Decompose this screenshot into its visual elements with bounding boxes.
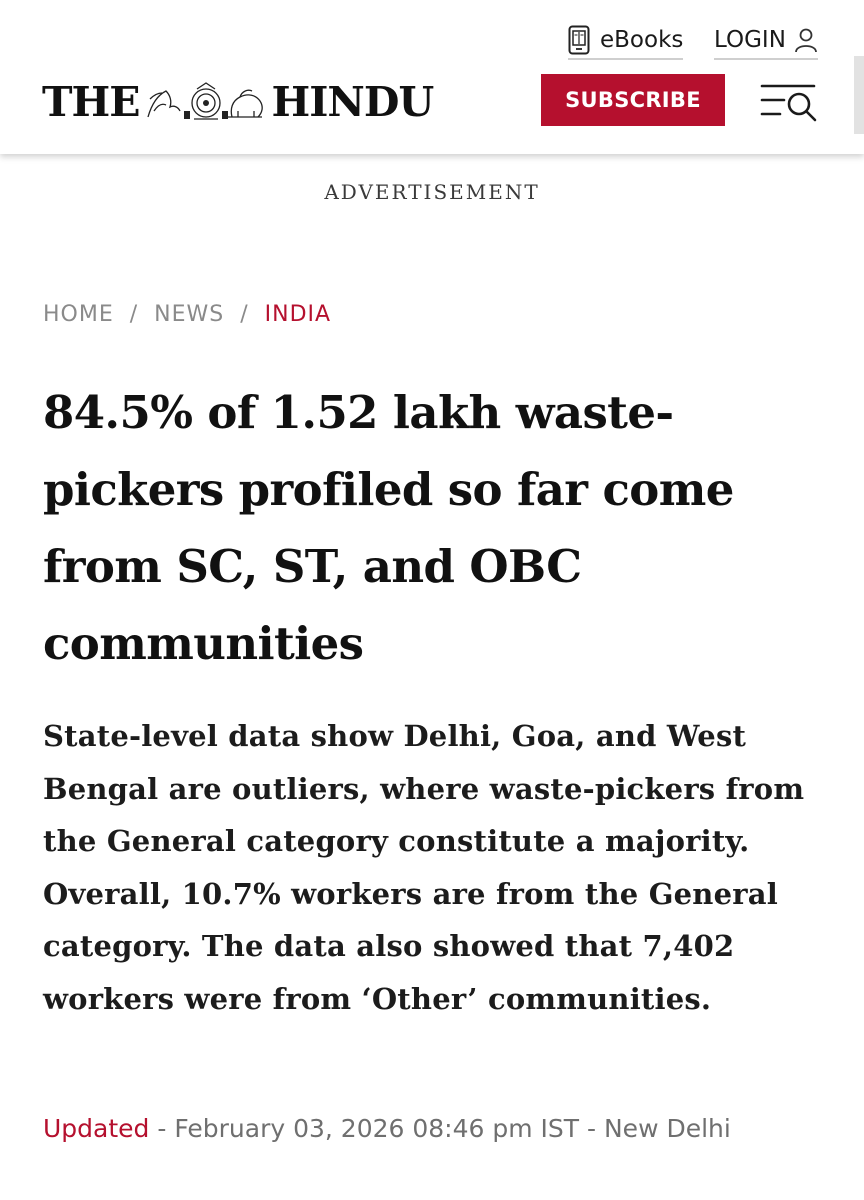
site-logo[interactable] xyxy=(42,78,433,126)
site-header xyxy=(0,0,864,154)
breadcrumb-separator: / xyxy=(240,302,249,327)
ebooks-label: eBooks xyxy=(600,27,684,53)
login-link[interactable] xyxy=(714,24,818,60)
subscribe-button[interactable]: SUBSCRIBE xyxy=(541,74,725,126)
ebook-icon xyxy=(568,25,590,55)
breadcrumb-news[interactable]: NEWS xyxy=(154,302,225,327)
login-label: LOGIN xyxy=(714,27,786,53)
user-icon xyxy=(794,27,818,53)
dateline-location: New Delhi xyxy=(603,1114,731,1143)
logo-text-left: THE xyxy=(42,78,140,126)
breadcrumb xyxy=(43,302,331,327)
updated-date: February 03, 2026 08:46 pm IST xyxy=(174,1114,580,1143)
advertisement-label: ADVERTISEMENT xyxy=(324,180,540,204)
updated-label: Updated xyxy=(43,1114,150,1143)
dateline-separator: - xyxy=(587,1114,597,1143)
ebooks-link[interactable] xyxy=(568,24,683,60)
menu-search-icon xyxy=(760,82,818,122)
breadcrumb-separator: / xyxy=(129,302,139,327)
logo-text-right: HINDU xyxy=(271,78,434,126)
crest-logo xyxy=(144,81,268,123)
scrollbar[interactable] xyxy=(854,56,864,134)
article-headline: 84.5% of 1.52 lakh waste-pickers profiled so far come from SC, ST, and OBC communities xyxy=(43,386,734,670)
breadcrumb-home[interactable]: HOME xyxy=(43,302,114,327)
article-summary: State-level data show Delhi, Goa, and West Bengal are outliers, where waste-pickers from the General category constitute a majority. Overall, 10.7% workers are from the General category. The data also showed that 7,402 workers were from ‘Other’ communities. xyxy=(43,719,805,1016)
dateline-separator: - xyxy=(157,1114,167,1143)
menu-search-button[interactable] xyxy=(760,82,818,122)
breadcrumb-india[interactable]: INDIA xyxy=(264,302,332,327)
article-dateline xyxy=(43,1114,731,1143)
